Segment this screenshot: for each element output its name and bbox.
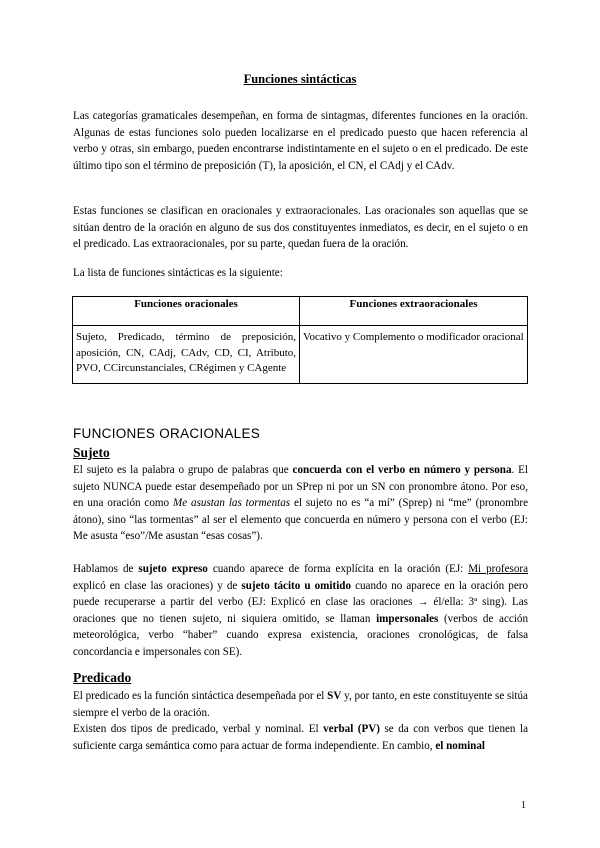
- text-span: (verbos de acción meteorológica, verbo “haber” cuando expresa existencia, oraciones cronológicas, de falsa concordancia e impersonales con SE).: [73, 612, 528, 658]
- functions-table: [72, 296, 528, 384]
- text-span: Existen dos tipos de predicado, verbal y nominal. El: [73, 723, 324, 736]
- text-span: cuando aparece de forma explícita en la oración (EJ:: [207, 563, 469, 575]
- bold-text: sujeto expreso: [138, 563, 208, 575]
- section-title: FUNCIONES ORACIONALES: [73, 426, 261, 441]
- bold-text: el nominal: [435, 739, 485, 752]
- text-span: . El sujeto NUNCA puede estar desempeñado por un SPrep ni por un SN con pronombre átono. Por eso, en una oración como: [73, 464, 528, 510]
- text-span: explicó en clase las oraciones) y de: [73, 579, 242, 592]
- sujeto-heading: Sujeto: [73, 445, 110, 460]
- cell-oracionales: Sujeto, Predicado, término de preposición, aposición, CN, CAdj, CAdv, CD, CI, Atributo, PVO, CCircunstanciales, CRégimen y CAgente: [73, 326, 300, 384]
- header-oracionales: Funciones oracionales: [73, 297, 300, 326]
- predicado-paragraph: [73, 688, 528, 754]
- text-span: El sujeto es la palabra o grupo de palabras que: [73, 464, 293, 476]
- text-span: se da con verbos que tienen la suficiente carga semántica como para actuar de forma independiente. En cambio,: [73, 723, 528, 752]
- page-number: 1: [521, 800, 526, 811]
- text-span: Hablamos de: [73, 563, 139, 575]
- bold-text: verbal (PV): [323, 723, 380, 736]
- text-span: el sujeto no es “a mí” (Sprep) ni “me” (pronombre átono), sino “las tormentas” al ser el elemento que concuerda en número y persona con el verbo (EJ: Me asusta “eso”/Me asustan “esas cosas”).: [73, 497, 528, 543]
- header-extraoracionales: Funciones extraoracionales: [300, 297, 528, 326]
- sujeto-paragraph-1: [73, 462, 528, 545]
- underlined-example: Mi profesora: [468, 563, 528, 575]
- bold-text: impersonales: [376, 612, 439, 625]
- bold-text: SV: [327, 690, 342, 702]
- page-title: Funciones sintácticas: [243, 72, 357, 86]
- text-span: cuando no aparece en la oración pero puede recuperarse a partir del verbo (EJ: Explicó en clase las oraciones → él/ella: 3ª sing). Las oraciones que no tienen sujeto, ni siquiera omitido, se llaman: [73, 579, 528, 625]
- table-row: [73, 326, 528, 384]
- intro-paragraph-3: La lista de funciones sintácticas es la siguiente:: [73, 267, 283, 279]
- predicado-heading: Predicado: [73, 670, 132, 685]
- cell-extraoracionales: Vocativo y Complemento o modificador oracional: [300, 326, 528, 384]
- intro-paragraph-1: Las categorías gramaticales desempeñan, en forma de sintagmas, diferentes funciones en la oración. Algunas de estas funciones solo pueden localizarse en el predicado puesto que hacen referencia al verbo y otras, sin embargo, pueden encontrarse indistintamente en el sujeto o en el predicado. De este último tipo son el término de preposición (T), la aposición, el CN, el CAdj y el CAdv.: [73, 110, 528, 172]
- text-span: y, por tanto, en este constituyente se sitúa siempre el verbo de la oración.: [73, 690, 528, 719]
- table-header-row: [73, 297, 528, 326]
- italic-example: Me asustan las tormentas: [172, 497, 291, 510]
- bold-text: concuerda con el verbo en número y persona: [292, 464, 512, 476]
- intro-paragraph-2: Estas funciones se clasifican en oracionales y extraoracionales. Las oracionales son aquellas que se sitúan dentro de la oración en alguno de sus dos constituyentes inmediatos, es decir, en el sujeto o en el predicado. Las extraoracionales, por su parte, quedan fuera de la oración.: [73, 205, 528, 251]
- bold-text: sujeto tácito u omitido: [241, 579, 351, 592]
- text-span: El predicado es la función sintáctica desempeñada por el: [73, 690, 328, 702]
- sujeto-paragraph-2: [73, 561, 528, 661]
